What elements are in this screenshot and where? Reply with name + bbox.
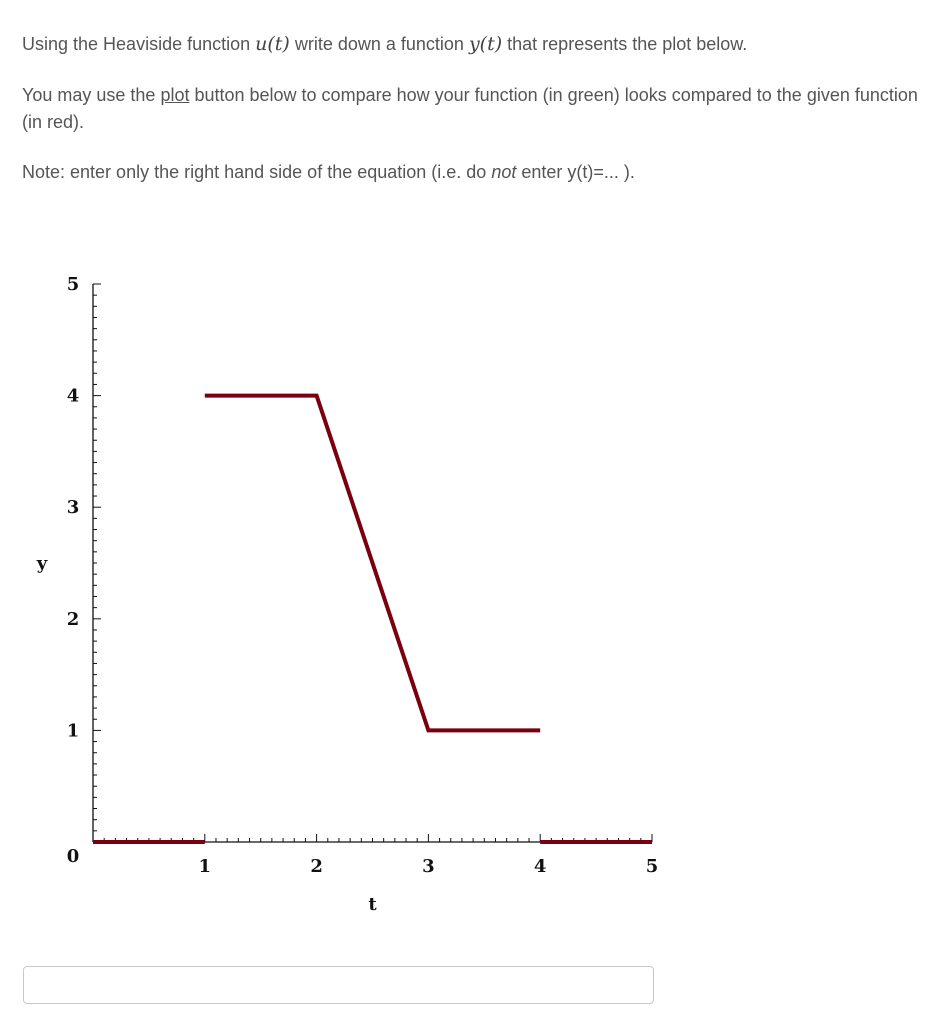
x-tick-label: 2 (310, 856, 323, 877)
note-emphasis: not (491, 162, 517, 182)
question-text-2b: button below to compare how your function (in green) looks compared to the given function (in red). (22, 85, 918, 132)
question-text-2a: You may use the (22, 85, 161, 105)
y-tick-label: 5 (66, 274, 80, 295)
y-axis-label: y (36, 553, 48, 574)
note-text-a: Note: enter only the right hand side of the equation (i.e. do (22, 162, 492, 182)
plot-series (93, 396, 652, 842)
question-line-1 (22, 31, 922, 58)
note-line (22, 159, 922, 186)
heaviside-math: u(t) (255, 33, 290, 55)
x-tick-label: 4 (533, 856, 547, 877)
y-tick-label: 3 (66, 497, 80, 519)
y-tick-label: 4 (66, 385, 80, 407)
y-tick-label: 1 (66, 720, 80, 742)
y-tick-label: 0 (66, 846, 80, 867)
x-tick-label: 5 (645, 856, 659, 877)
question-text-1b: write down a function (289, 34, 469, 54)
function-plot (0, 260, 700, 920)
plot-link[interactable]: plot (160, 85, 190, 105)
question-line-2 (22, 82, 922, 136)
y-tick-label: 2 (66, 608, 80, 630)
x-axis-label: t (368, 894, 377, 915)
y-axis-group (67, 274, 101, 867)
x-tick-label: 3 (422, 856, 435, 877)
note-text-b: enter y(t)=... ). (516, 162, 635, 182)
answer-input[interactable] (23, 966, 654, 1004)
function-segment (205, 396, 540, 731)
question-text-1c: that represents the plot below. (502, 34, 748, 54)
question-text-1a: Using the Heaviside function (22, 34, 256, 54)
y-function-math: y(t) (468, 33, 503, 55)
x-tick-label: 1 (198, 856, 212, 877)
